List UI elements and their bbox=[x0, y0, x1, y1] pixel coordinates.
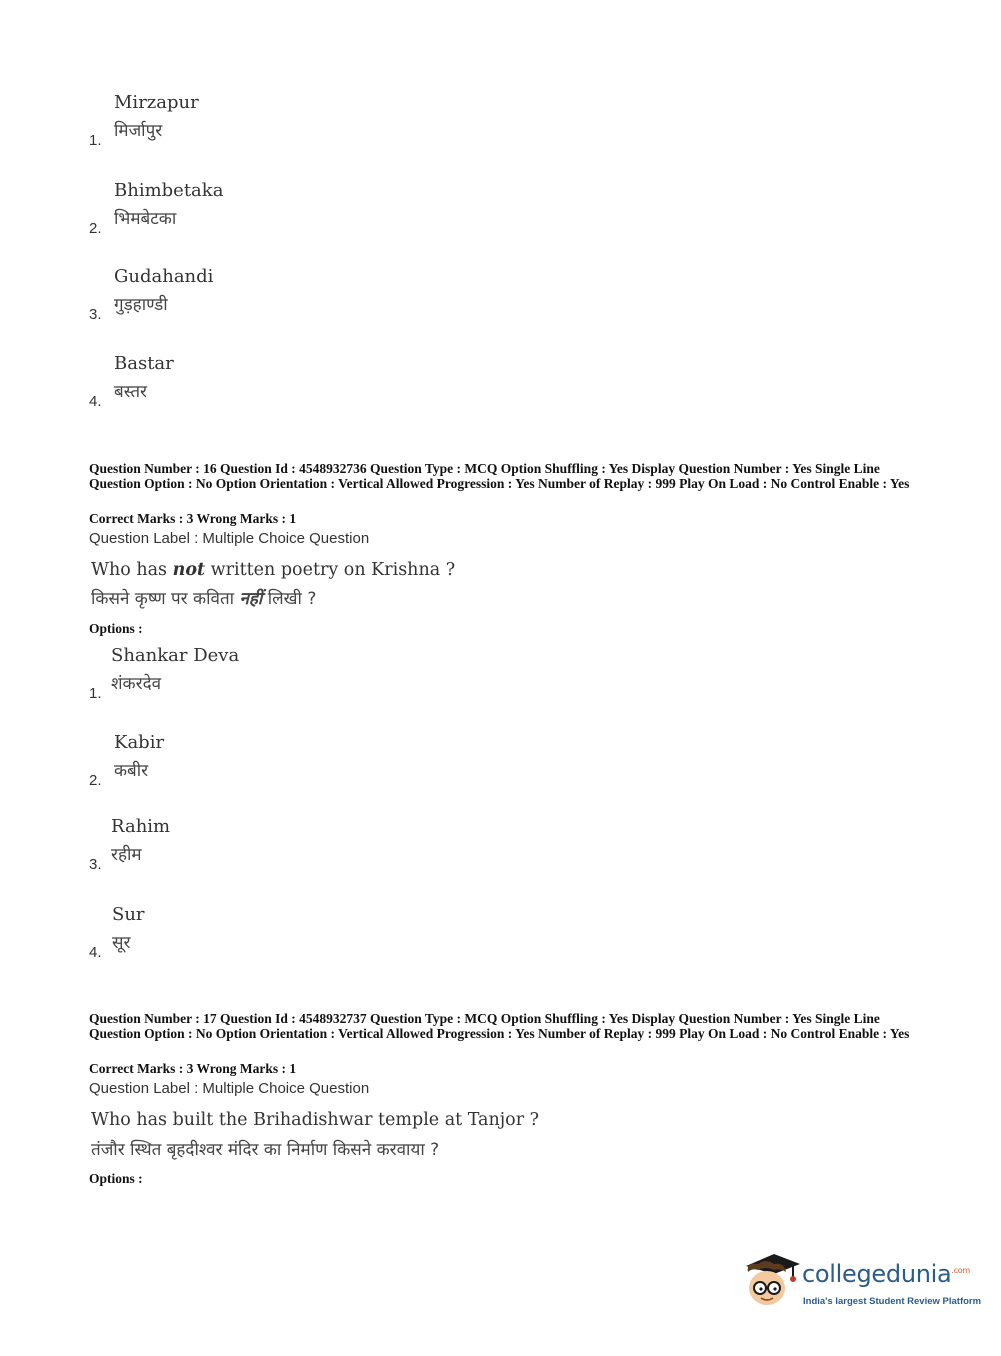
brand-name: collegedunia$^{.com}$ bbox=[802, 1260, 970, 1288]
option-text-hi: कबीर bbox=[114, 761, 149, 781]
option-text-hi: सूर bbox=[112, 933, 131, 953]
option-text-en: Kabir bbox=[114, 732, 165, 753]
option-number: 1. bbox=[89, 132, 102, 149]
question-marks: Correct Marks : 3 Wrong Marks : 1 bbox=[89, 511, 297, 526]
option-item[interactable] bbox=[0, 732, 400, 812]
option-text-hi: रहीम bbox=[111, 845, 142, 865]
option-item[interactable] bbox=[0, 180, 400, 260]
option-text-hi: भिमबेटका bbox=[114, 209, 177, 229]
option-item[interactable] bbox=[0, 904, 400, 984]
option-text-en: Bhimbetaka bbox=[114, 180, 224, 201]
emphasis: नहीं bbox=[239, 589, 263, 609]
options-label: Options : bbox=[89, 1171, 143, 1186]
option-text-en: Gudahandi bbox=[114, 266, 214, 287]
option-number: 2. bbox=[89, 220, 102, 237]
options-label: Options : bbox=[89, 621, 143, 636]
option-text-en: Mirzapur bbox=[114, 92, 199, 113]
brand-domain: .com bbox=[951, 1266, 970, 1275]
question-meta: Question Number : 16 Question Id : 4548932736 Question Type : MCQ Option Shuffling : Yes Display Question Number : Yes Single Line Question Option : No Option Orientation : Vertical Allowed Progression : Yes Number of Replay : 999 Play On Load : No Control Enable : Yes bbox=[89, 461, 910, 491]
option-text-en: Shankar Deva bbox=[111, 645, 240, 666]
question-marks: Correct Marks : 3 Wrong Marks : 1 bbox=[89, 1061, 297, 1076]
option-number: 3. bbox=[89, 306, 102, 323]
emphasis: not bbox=[172, 560, 206, 580]
option-text-hi: गुड़हाण्डी bbox=[114, 295, 168, 315]
brand-tagline: India's largest Student Review Platform bbox=[803, 1296, 982, 1307]
option-text-en: Bastar bbox=[114, 353, 174, 374]
option-number: 1. bbox=[89, 685, 102, 702]
question-text-hi: किसने कृष्ण पर कविता नहीं लिखी ? bbox=[91, 589, 317, 609]
collegedunia-logo[interactable] bbox=[740, 1248, 982, 1318]
option-number: 4. bbox=[89, 393, 102, 410]
option-item[interactable] bbox=[0, 266, 400, 346]
question-text-en: Who has not written poetry on Krishna ? bbox=[91, 560, 456, 580]
option-number: 3. bbox=[89, 856, 102, 873]
mascot-icon bbox=[740, 1248, 802, 1310]
option-number: 2. bbox=[89, 772, 102, 789]
option-number: 4. bbox=[89, 944, 102, 961]
option-item[interactable] bbox=[0, 353, 400, 433]
question-text-hi: तंजौर स्थित बृहदीश्वर मंदिर का निर्माण किसने करवाया ? bbox=[91, 1140, 440, 1160]
question-label: Question Label : Multiple Choice Question bbox=[89, 530, 370, 547]
option-text-hi: मिर्जापुर bbox=[114, 121, 163, 141]
option-text-hi: शंकरदेव bbox=[111, 674, 162, 694]
question-label: Question Label : Multiple Choice Question bbox=[89, 1080, 370, 1097]
question-meta: Question Number : 17 Question Id : 4548932737 Question Type : MCQ Option Shuffling : Yes Display Question Number : Yes Single Line Question Option : No Option Orientation : Vertical Allowed Progression : Yes Number of Replay : 999 Play On Load : No Control Enable : Yes bbox=[89, 1011, 910, 1041]
question-text-en: Who has built the Brihadishwar temple at Tanjor ? bbox=[91, 1110, 540, 1130]
option-item[interactable] bbox=[0, 645, 400, 725]
option-text-en: Rahim bbox=[111, 816, 171, 837]
option-text-en: Sur bbox=[112, 904, 145, 925]
option-text-hi: बस्तर bbox=[114, 382, 147, 402]
option-item[interactable] bbox=[0, 816, 400, 896]
option-item[interactable] bbox=[0, 92, 400, 172]
